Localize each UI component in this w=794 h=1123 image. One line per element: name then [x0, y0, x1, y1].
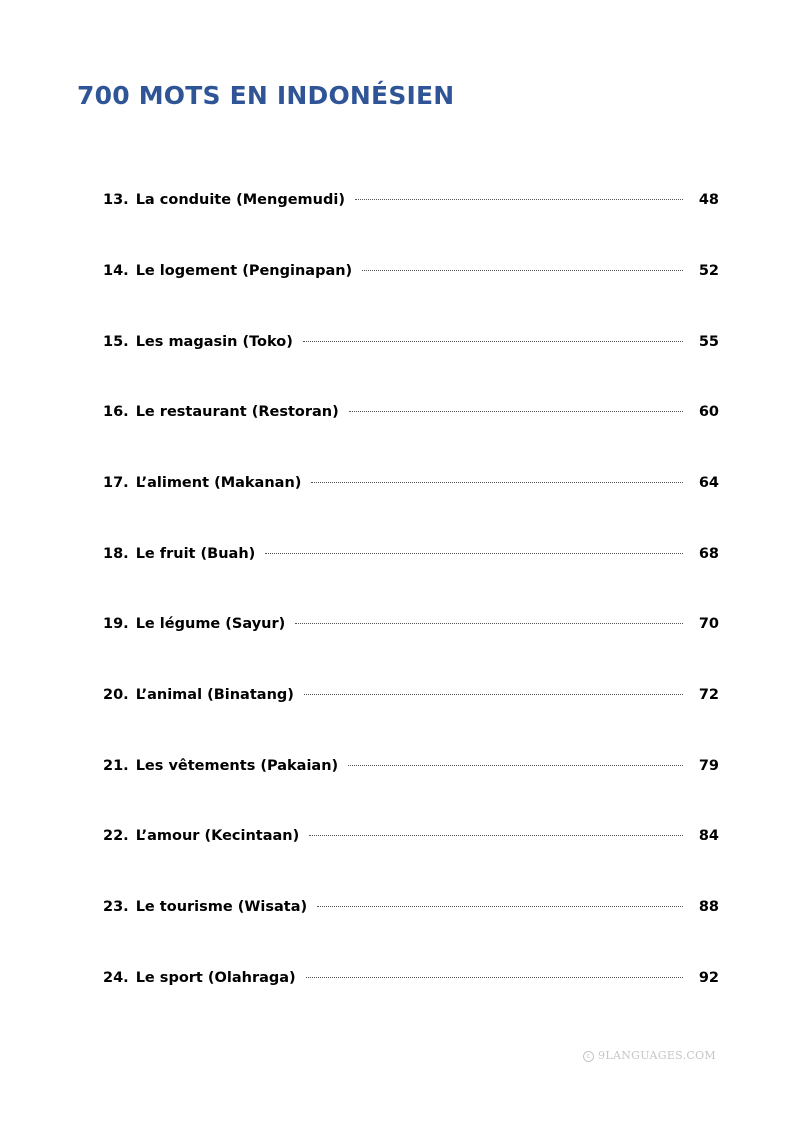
toc-entry-number: 14.	[103, 263, 129, 279]
toc-entry[interactable]	[103, 475, 719, 499]
toc-entry-page: 88	[698, 899, 719, 915]
toc-entry-number: 23.	[103, 899, 129, 915]
toc-entry-page: 70	[698, 616, 719, 632]
footer-text: 9LANGUAGES.COM	[598, 1049, 716, 1062]
toc-entry-label: Le restaurant (Restoran)	[135, 404, 339, 420]
toc-entry-page: 84	[698, 828, 719, 844]
toc-entry[interactable]	[103, 970, 719, 994]
toc-entry-page: 72	[698, 687, 719, 703]
toc-entry-number: 15.	[103, 334, 129, 350]
toc-entry-page: 68	[698, 546, 719, 562]
toc-entry[interactable]	[103, 828, 719, 852]
toc-entry-label: Le fruit (Buah)	[135, 546, 256, 562]
dot-leader	[362, 270, 683, 271]
toc-entry[interactable]	[103, 758, 719, 782]
toc-entry-number: 19.	[103, 616, 129, 632]
toc-entry-page: 64	[698, 475, 719, 491]
toc-entry-number: 20.	[103, 687, 129, 703]
copyright-icon: c	[583, 1051, 594, 1062]
toc-entry[interactable]	[103, 687, 719, 711]
toc-entry[interactable]	[103, 334, 719, 358]
dot-leader	[349, 411, 683, 412]
dot-leader	[265, 553, 683, 554]
toc-entry[interactable]	[103, 546, 719, 570]
dot-leader	[317, 906, 683, 907]
toc-entry-label: La conduite (Mengemudi)	[135, 192, 345, 208]
toc-entry-number: 22.	[103, 828, 129, 844]
toc-entry-label: Les vêtements (Pakaian)	[135, 758, 339, 774]
dot-leader	[303, 341, 683, 342]
toc-entry[interactable]	[103, 899, 719, 923]
toc-entry[interactable]	[103, 192, 719, 216]
dot-leader	[311, 482, 682, 483]
toc-entry-page: 60	[698, 404, 719, 420]
dot-leader	[348, 765, 683, 766]
toc-entry-label: Le logement (Penginapan)	[135, 263, 353, 279]
toc-entry-label: L’animal (Binatang)	[135, 687, 294, 703]
toc-entry[interactable]	[103, 404, 719, 428]
toc-entry[interactable]	[103, 263, 719, 287]
toc-entry-page: 55	[698, 334, 719, 350]
toc-entry-number: 16.	[103, 404, 129, 420]
toc-entry-label: Le sport (Olahraga)	[135, 970, 296, 986]
toc-entry-label: Le légume (Sayur)	[135, 616, 286, 632]
dot-leader	[306, 977, 683, 978]
toc-entry-page: 92	[698, 970, 719, 986]
toc-entry-number: 18.	[103, 546, 129, 562]
toc-entry-label: Les magasin (Toko)	[135, 334, 293, 350]
toc-entry-label: Le tourisme (Wisata)	[135, 899, 308, 915]
page-title: 700 MOTS EN INDONÉSIEN	[77, 81, 455, 110]
toc-entry[interactable]	[103, 616, 719, 640]
dot-leader	[304, 694, 683, 695]
toc-entry-page: 52	[698, 263, 719, 279]
dot-leader	[295, 623, 683, 624]
toc-entry-number: 17.	[103, 475, 129, 491]
toc-entry-label: L’aliment (Makanan)	[135, 475, 302, 491]
toc-entry-page: 48	[698, 192, 719, 208]
copyright-footer	[583, 1049, 716, 1062]
toc-entry-number: 24.	[103, 970, 129, 986]
toc-entry-number: 21.	[103, 758, 129, 774]
dot-leader	[355, 199, 683, 200]
toc-entry-label: L’amour (Kecintaan)	[135, 828, 300, 844]
toc-entry-page: 79	[698, 758, 719, 774]
dot-leader	[309, 835, 683, 836]
toc-entry-number: 13.	[103, 192, 129, 208]
